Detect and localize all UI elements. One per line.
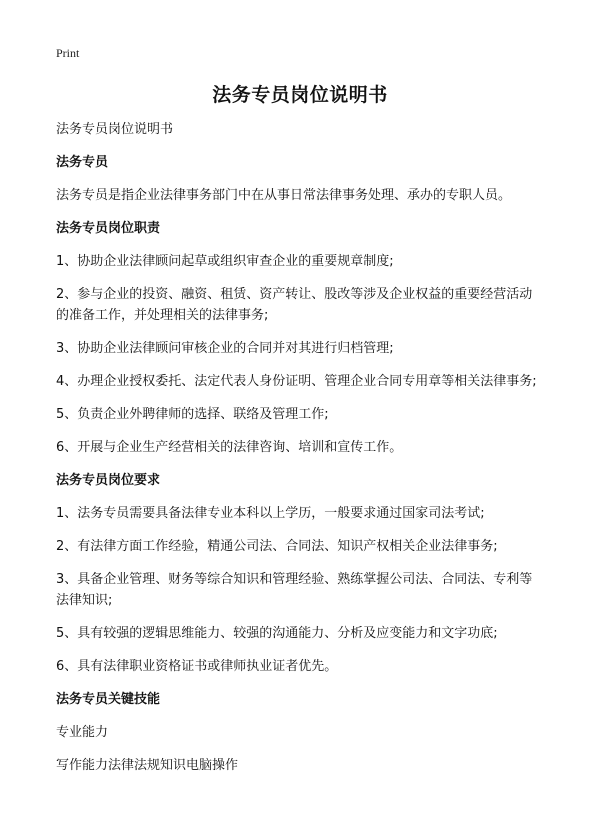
requirement-item: 5、具有较强的逻辑思维能力、较强的沟通能力、分析及应变能力和文字功底; — [56, 626, 498, 641]
skill-item: 写作能力法律法规知识电脑操作 — [56, 758, 239, 773]
duty-item: 5、负责企业外聘律师的选择、联络及管理工作; — [56, 407, 329, 422]
document-subtitle: 法务专员岗位说明书 — [56, 122, 174, 137]
print-link[interactable]: Print — [56, 46, 80, 60]
duty-item: 3、协助企业法律顾问审核企业的合同并对其进行归档管理; — [56, 341, 394, 356]
requirement-item: 2、有法律方面工作经验，精通公司法、合同法、知识产权相关企业法律事务; — [56, 539, 498, 554]
requirement-item: 3、具备企业管理、财务等综合知识和管理经验、熟练掌握公司法、合同法、专利等法律知识; — [56, 572, 533, 608]
skill-item: 专业能力 — [56, 725, 109, 740]
section-heading-duties: 法务专员岗位职责 — [56, 221, 161, 236]
requirement-item: 1、法务专员需要具备法律专业本科以上学历，一般要求通过国家司法考试; — [56, 506, 485, 521]
duty-item: 4、办理企业授权委托、法定代表人身份证明、管理企业合同专用章等相关法律事务; — [56, 374, 537, 389]
section-heading-key-skills: 法务专员关键技能 — [56, 692, 161, 707]
duty-item: 6、开展与企业生产经营相关的法律咨询、培训和宣传工作。 — [56, 440, 403, 455]
document-title: 法务专员岗位说明书 — [212, 84, 388, 106]
duty-item: 2、参与企业的投资、融资、租赁、资产转让、股改等涉及企业权益的重要经营活动的准备工作，并处理相关的法律事务; — [56, 287, 533, 323]
requirement-item: 6、具有法律职业资格证书或律师执业证者优先。 — [56, 659, 338, 674]
section-heading-legal-specialist: 法务专员 — [56, 155, 109, 170]
duty-item: 1、协助企业法律顾问起草或组织审查企业的重要规章制度; — [56, 254, 394, 269]
section-heading-requirements: 法务专员岗位要求 — [56, 473, 161, 488]
document-body — [56, 119, 544, 788]
definition-paragraph: 法务专员是指企业法律事务部门中在从事日常法律事务处理、承办的专职人员。 — [56, 188, 512, 203]
